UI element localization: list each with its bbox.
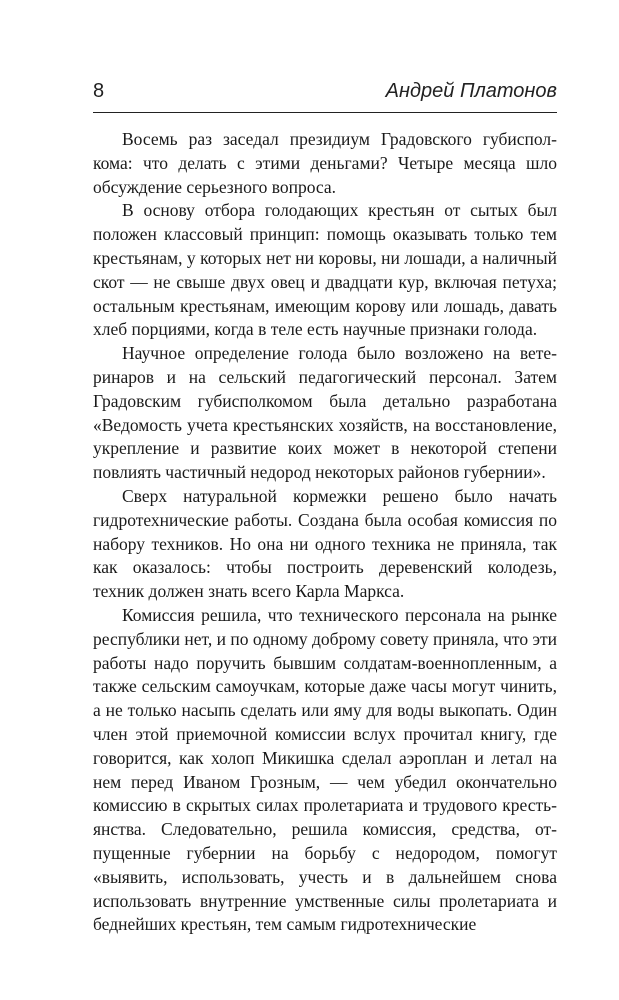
paragraph: Восемь раз заседал президиум Градовского губисполкома: что делать с этими деньгами? Четыре месяца шло обсуждение серьезного вопроса.	[93, 129, 557, 197]
paragraph: В основу отбора голодающих крестьян от сытых был положен классовый принцип: помощь оказывать только тем крестьянам, у которых нет ни коровы, ни лошади, а наличный скот — не свыше двух овец и двадцати кур, включая петуха; остальным крестьянам, имеющим корову или лошадь, давать хлеб порциями, когда в теле есть научные признаки голода.	[93, 200, 557, 340]
paragraph: Комиссия решила, что технического персонала на рынке республики нет, и по одному доброму совету приняла, что эти работы надо поручить бывшим солдатам-военнопленным, а также сельским самоучкам, которые даже часы могут чинить, а не только насыпь сделать или яму для воды выкопать. Один член этой приемочной комиссии вслух прочитал книгу, где говорится, как холоп Микишка сделал аэроплан и летал на нем перед Иваном Грозным, — чем убедил окончательно комиссию в скрытых силах пролетариата и трудового крестьянства. Следовательно, решила комиссия, средства, отпущенные губернии на борьбу с недородом, помогут «выявить, использовать, учесть и в дальнейшем снова использовать внутренние умственные силы пролетариата и беднейших крестьян, тем самым гидротехнические	[93, 604, 557, 935]
header-rule	[93, 112, 557, 113]
running-header	[93, 76, 557, 106]
running-head-author: Андрей Платонов	[385, 80, 557, 102]
paragraph: Сверх натуральной кормежки решено было начать гидротехнические работы. Создана была особая комиссия по набору техников. Но она ни одного техника не приняла, так как оказалось: чтобы построить деревенский колодезь, техник должен знать всего Карла Маркса.	[93, 485, 557, 602]
page-number: 8	[93, 80, 105, 102]
paragraph: Научное определение голода было возложено на ветеринаров и на сельский педагогический персонал. Затем Градовским губисполкомом была детально разработана «Ведомость учета крестьянских хозяйств, на восстановление, укрепление и развитие коих может в некоторой степени повлиять частичный недород некоторых районов губернии».	[93, 343, 557, 483]
body-text	[93, 128, 557, 937]
